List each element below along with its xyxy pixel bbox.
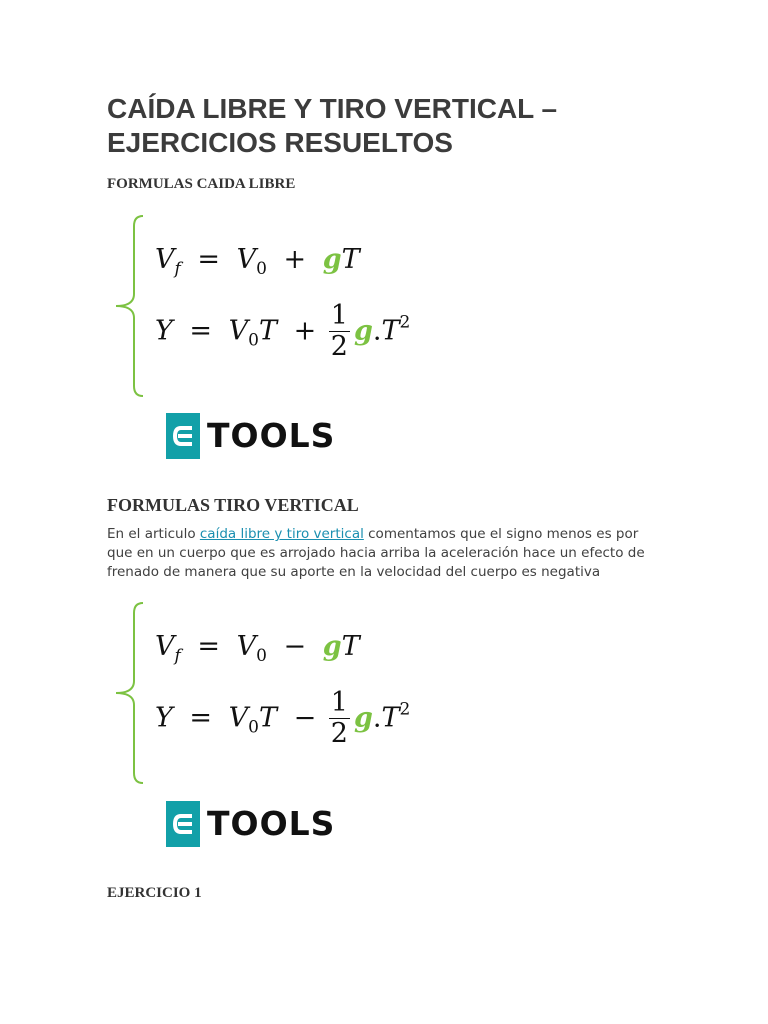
- caida-libre-article-link[interactable]: caída libre y tiro vertical: [199, 526, 364, 542]
- logo-wordmark: TOOLS: [207, 416, 336, 455]
- equation-position: $Y = V_0T$ + $\frac{1}{2}$ $g.T^2$: [155, 300, 411, 363]
- etools-logo: [166, 413, 346, 459]
- section-heading-tiro-vertical: FORMULAS TIRO VERTICAL: [107, 495, 359, 515]
- section-heading-caida-libre: FORMULAS CAIDA LIBRE: [107, 176, 296, 192]
- gravity-symbol: g: [353, 702, 373, 734]
- equation-final-velocity: $V_f = V_0$ + gT: [155, 244, 360, 279]
- logo-wordmark: TOOLS: [207, 804, 336, 843]
- formula-block-tiro-vertical: [110, 601, 450, 787]
- etools-logo-mark-icon: [166, 801, 200, 847]
- gravity-symbol: g: [322, 631, 342, 662]
- explanation-paragraph: En el articulo caída libre y tiro vertical comentamos que el signo menos es por que en un cuerpo que es arrojado hacia arriba la aceleración hace un efecto de frenado de manera que su aporte en la velocidad del cuerpo es negativa: [107, 526, 645, 580]
- equation-final-velocity: $V_f = V_0$ − gT: [155, 631, 360, 666]
- section-heading-ejercicio-1: EJERCICIO 1: [107, 885, 202, 901]
- etools-logo: [166, 801, 346, 847]
- etools-logo-mark-icon: [166, 413, 200, 459]
- formula-block-caida-libre: [110, 214, 450, 400]
- page-title: CAÍDA LIBRE Y TIRO VERTICAL – EJERCICIOS RESUELTOS: [107, 93, 558, 158]
- left-brace-icon: [110, 601, 150, 787]
- gravity-symbol: g: [322, 244, 342, 275]
- fraction-one-half: $\frac{1}{2}$: [330, 687, 348, 750]
- equation-position: $Y = V_0T$ − $\frac{1}{2}$ $g.T^2$: [155, 687, 411, 750]
- fraction-one-half: $\frac{1}{2}$: [330, 300, 348, 363]
- left-brace-icon: [110, 214, 150, 400]
- gravity-symbol: g: [353, 315, 373, 347]
